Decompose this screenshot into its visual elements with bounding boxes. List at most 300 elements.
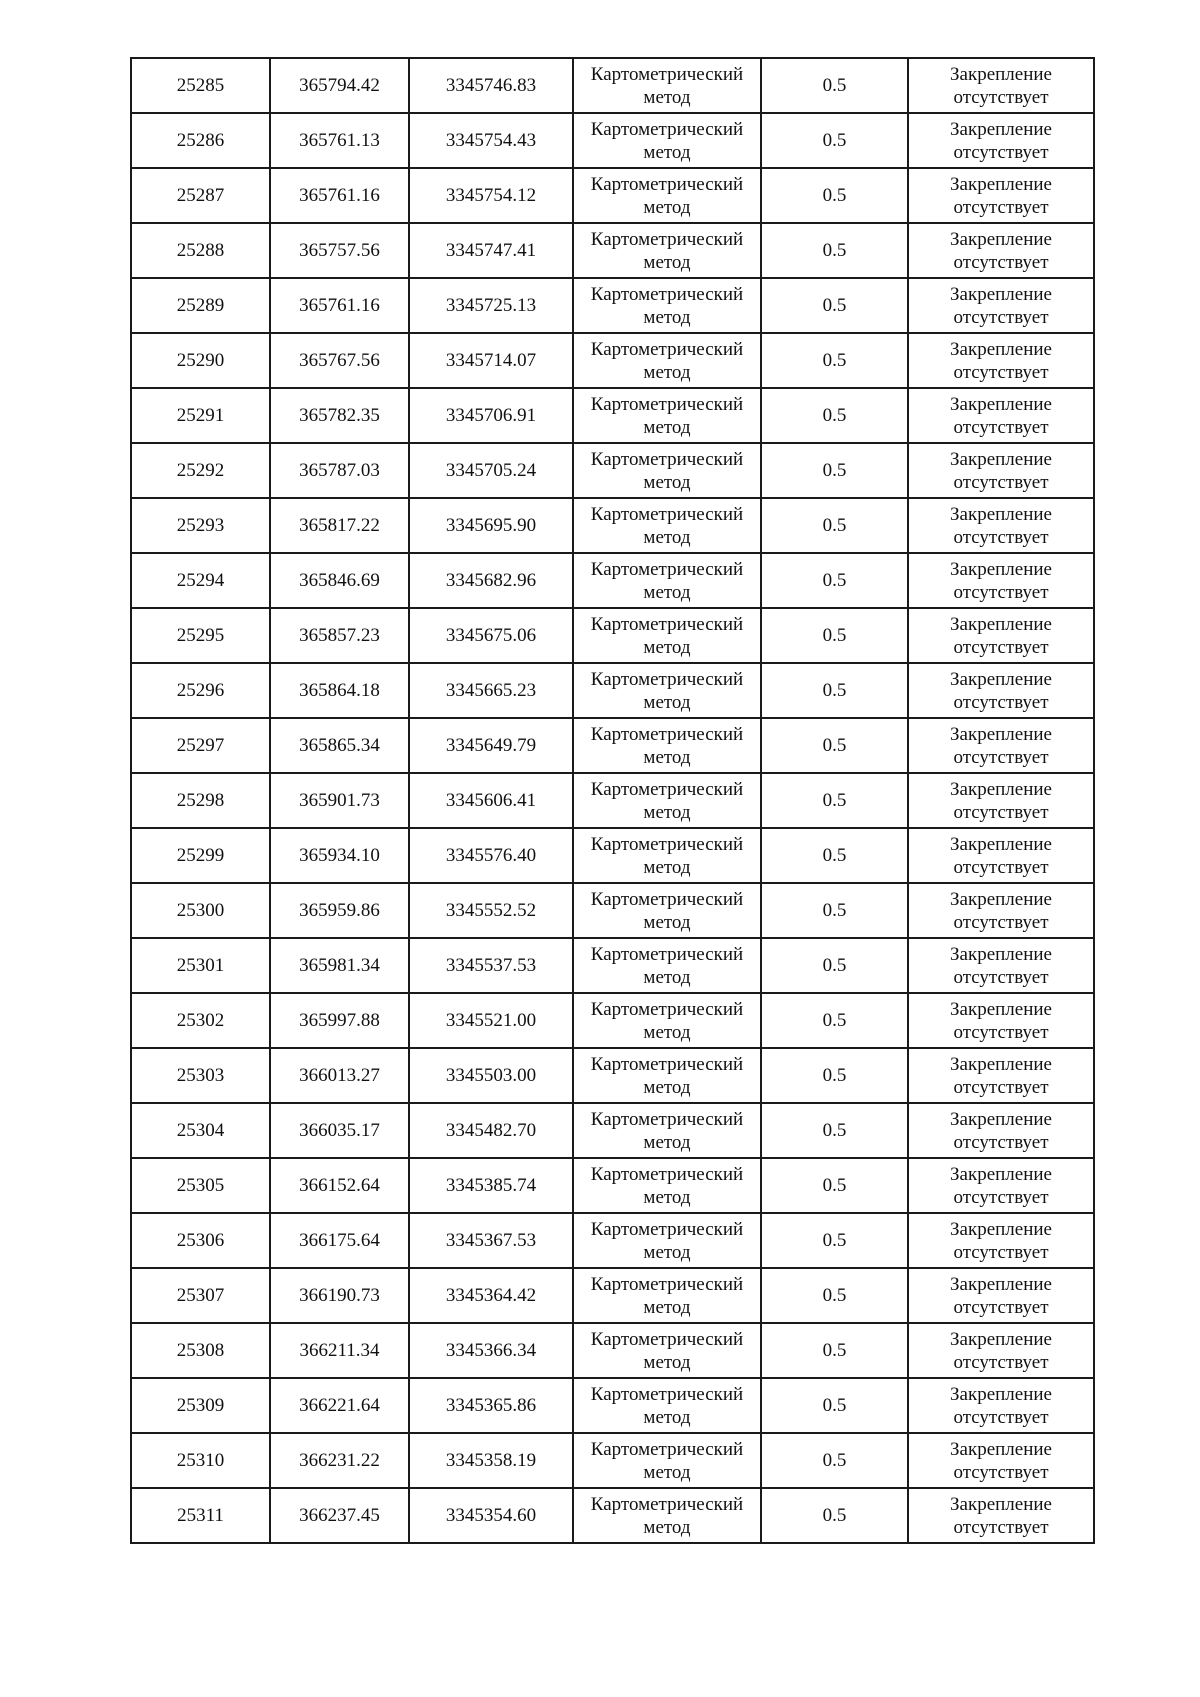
x-coordinate-cell: 365959.86 [270, 883, 409, 938]
x-coordinate-cell: 365846.69 [270, 553, 409, 608]
method-line-2: метод [643, 141, 691, 163]
accuracy-cell: 0.5 [761, 608, 908, 663]
table-row [131, 223, 1094, 278]
method-line-1: Картометрический [590, 723, 744, 745]
point-number-cell: 25289 [131, 278, 270, 333]
method-line-1: Картометрический [590, 393, 744, 415]
point-number-cell: 25298 [131, 773, 270, 828]
method-line-1: Картометрический [590, 778, 744, 800]
y-coordinate-cell: 3345606.41 [409, 773, 573, 828]
method-text [591, 228, 743, 274]
x-coordinate-cell: 365857.23 [270, 608, 409, 663]
fixation-line-2: отсутствует [953, 361, 1049, 383]
x-coordinate-cell: 366231.22 [270, 1433, 409, 1488]
x-coordinate-cell: 365787.03 [270, 443, 409, 498]
method-line-1: Картометрический [590, 1163, 744, 1185]
table-row [131, 1158, 1094, 1213]
method-line-1: Картометрический [590, 1438, 744, 1460]
method-cell [573, 168, 761, 223]
method-text [591, 1383, 743, 1429]
x-coordinate-cell: 365997.88 [270, 993, 409, 1048]
method-cell [573, 718, 761, 773]
x-coordinate-cell: 365761.16 [270, 168, 409, 223]
y-coordinate-cell: 3345706.91 [409, 388, 573, 443]
x-coordinate-cell: 366175.64 [270, 1213, 409, 1268]
fixation-cell [908, 663, 1094, 718]
fixation-cell [908, 1048, 1094, 1103]
fixation-cell [908, 1158, 1094, 1213]
fixation-line-1: Закрепление [950, 393, 1052, 415]
point-number-cell: 25310 [131, 1433, 270, 1488]
fixation-line-1: Закрепление [950, 1108, 1052, 1130]
method-line-2: метод [643, 1021, 691, 1043]
method-line-2: метод [643, 691, 691, 713]
table-row [131, 553, 1094, 608]
fixation-text [950, 1273, 1052, 1319]
method-line-2: метод [643, 196, 691, 218]
table-row [131, 333, 1094, 388]
x-coordinate-cell: 366211.34 [270, 1323, 409, 1378]
method-text [591, 1108, 743, 1154]
accuracy-cell: 0.5 [761, 1158, 908, 1213]
accuracy-cell: 0.5 [761, 168, 908, 223]
fixation-text [950, 668, 1052, 714]
accuracy-cell: 0.5 [761, 1378, 908, 1433]
coordinates-table [130, 57, 1095, 1544]
method-text [591, 173, 743, 219]
fixation-text [950, 888, 1052, 934]
method-line-1: Картометрический [590, 118, 744, 140]
fixation-line-2: отсутствует [953, 1351, 1049, 1373]
fixation-text [950, 1163, 1052, 1209]
y-coordinate-cell: 3345537.53 [409, 938, 573, 993]
y-coordinate-cell: 3345714.07 [409, 333, 573, 388]
method-line-1: Картометрический [590, 1273, 744, 1295]
fixation-line-2: отсутствует [953, 196, 1049, 218]
fixation-cell [908, 223, 1094, 278]
fixation-line-1: Закрепление [950, 338, 1052, 360]
method-line-1: Картометрический [590, 1328, 744, 1350]
fixation-text [950, 1053, 1052, 1099]
accuracy-cell: 0.5 [761, 333, 908, 388]
table-row [131, 1378, 1094, 1433]
table-row [131, 608, 1094, 663]
point-number-cell: 25291 [131, 388, 270, 443]
accuracy-cell: 0.5 [761, 278, 908, 333]
method-line-2: метод [643, 746, 691, 768]
accuracy-cell: 0.5 [761, 498, 908, 553]
method-line-2: метод [643, 856, 691, 878]
fixation-line-1: Закрепление [950, 1273, 1052, 1295]
method-line-1: Картометрический [590, 613, 744, 635]
table-row [131, 1268, 1094, 1323]
method-line-2: метод [643, 636, 691, 658]
method-line-1: Картометрический [590, 1053, 744, 1075]
fixation-cell [908, 1323, 1094, 1378]
point-number-cell: 25290 [131, 333, 270, 388]
fixation-line-1: Закрепление [950, 723, 1052, 745]
method-line-2: метод [643, 911, 691, 933]
fixation-text [950, 338, 1052, 384]
fixation-cell [908, 1268, 1094, 1323]
method-line-1: Картометрический [590, 888, 744, 910]
fixation-text [950, 63, 1052, 109]
x-coordinate-cell: 366190.73 [270, 1268, 409, 1323]
fixation-text [950, 503, 1052, 549]
method-cell [573, 1158, 761, 1213]
table-row [131, 828, 1094, 883]
accuracy-cell: 0.5 [761, 883, 908, 938]
fixation-cell [908, 883, 1094, 938]
table-row [131, 1048, 1094, 1103]
method-line-1: Картометрический [590, 448, 744, 470]
y-coordinate-cell: 3345649.79 [409, 718, 573, 773]
fixation-cell [908, 553, 1094, 608]
y-coordinate-cell: 3345503.00 [409, 1048, 573, 1103]
table-row [131, 938, 1094, 993]
method-line-2: метод [643, 1406, 691, 1428]
accuracy-cell: 0.5 [761, 1048, 908, 1103]
point-number-cell: 25304 [131, 1103, 270, 1158]
y-coordinate-cell: 3345521.00 [409, 993, 573, 1048]
method-line-2: метод [643, 966, 691, 988]
fixation-line-1: Закрепление [950, 448, 1052, 470]
fixation-text [950, 778, 1052, 824]
method-line-2: метод [643, 1241, 691, 1263]
point-number-cell: 25294 [131, 553, 270, 608]
fixation-text [950, 448, 1052, 494]
table-row [131, 498, 1094, 553]
point-number-cell: 25288 [131, 223, 270, 278]
table-row [131, 1213, 1094, 1268]
fixation-cell [908, 278, 1094, 333]
fixation-text [950, 833, 1052, 879]
fixation-line-1: Закрепление [950, 1383, 1052, 1405]
fixation-line-2: отсутствует [953, 1241, 1049, 1263]
table-row [131, 1323, 1094, 1378]
table-row [131, 1433, 1094, 1488]
fixation-text [950, 1108, 1052, 1154]
method-line-2: метод [643, 1076, 691, 1098]
fixation-line-2: отсутствует [953, 251, 1049, 273]
fixation-cell [908, 58, 1094, 113]
fixation-line-1: Закрепление [950, 778, 1052, 800]
method-text [591, 723, 743, 769]
method-line-1: Картометрический [590, 998, 744, 1020]
method-text [591, 1273, 743, 1319]
fixation-text [950, 558, 1052, 604]
fixation-line-2: отсутствует [953, 746, 1049, 768]
method-text [591, 338, 743, 384]
method-text [591, 393, 743, 439]
method-line-2: метод [643, 86, 691, 108]
fixation-cell [908, 333, 1094, 388]
accuracy-cell: 0.5 [761, 1103, 908, 1158]
fixation-cell [908, 1213, 1094, 1268]
method-line-2: метод [643, 526, 691, 548]
fixation-line-1: Закрепление [950, 668, 1052, 690]
fixation-text [950, 1438, 1052, 1484]
fixation-text [950, 1328, 1052, 1374]
accuracy-cell: 0.5 [761, 663, 908, 718]
fixation-cell [908, 828, 1094, 883]
point-number-cell: 25293 [131, 498, 270, 553]
fixation-line-2: отсутствует [953, 1021, 1049, 1043]
y-coordinate-cell: 3345725.13 [409, 278, 573, 333]
method-text [591, 118, 743, 164]
method-line-1: Картометрический [590, 668, 744, 690]
x-coordinate-cell: 366221.64 [270, 1378, 409, 1433]
fixation-cell [908, 168, 1094, 223]
fixation-line-2: отсутствует [953, 1131, 1049, 1153]
method-cell [573, 1268, 761, 1323]
fixation-line-1: Закрепление [950, 1218, 1052, 1240]
method-cell [573, 663, 761, 718]
method-cell [573, 883, 761, 938]
method-cell [573, 223, 761, 278]
point-number-cell: 25309 [131, 1378, 270, 1433]
accuracy-cell: 0.5 [761, 388, 908, 443]
point-number-cell: 25303 [131, 1048, 270, 1103]
point-number-cell: 25296 [131, 663, 270, 718]
point-number-cell: 25300 [131, 883, 270, 938]
point-number-cell: 25311 [131, 1488, 270, 1543]
x-coordinate-cell: 366035.17 [270, 1103, 409, 1158]
fixation-line-1: Закрепление [950, 173, 1052, 195]
fixation-cell [908, 1103, 1094, 1158]
accuracy-cell: 0.5 [761, 828, 908, 883]
method-cell [573, 1323, 761, 1378]
fixation-line-2: отсутствует [953, 1461, 1049, 1483]
x-coordinate-cell: 365864.18 [270, 663, 409, 718]
y-coordinate-cell: 3345747.41 [409, 223, 573, 278]
point-number-cell: 25285 [131, 58, 270, 113]
method-text [591, 1053, 743, 1099]
fixation-text [950, 998, 1052, 1044]
fixation-line-1: Закрепление [950, 1493, 1052, 1515]
point-number-cell: 25307 [131, 1268, 270, 1323]
fixation-line-2: отсутствует [953, 636, 1049, 658]
fixation-text [950, 1383, 1052, 1429]
method-line-2: метод [643, 1351, 691, 1373]
y-coordinate-cell: 3345385.74 [409, 1158, 573, 1213]
accuracy-cell: 0.5 [761, 1433, 908, 1488]
method-text [591, 1163, 743, 1209]
fixation-line-2: отсутствует [953, 86, 1049, 108]
x-coordinate-cell: 365782.35 [270, 388, 409, 443]
method-text [591, 1493, 743, 1539]
fixation-cell [908, 388, 1094, 443]
method-line-2: метод [643, 306, 691, 328]
y-coordinate-cell: 3345705.24 [409, 443, 573, 498]
y-coordinate-cell: 3345364.42 [409, 1268, 573, 1323]
method-text [591, 833, 743, 879]
point-number-cell: 25287 [131, 168, 270, 223]
fixation-line-1: Закрепление [950, 888, 1052, 910]
method-line-1: Картометрический [590, 1383, 744, 1405]
point-number-cell: 25299 [131, 828, 270, 883]
method-cell [573, 1378, 761, 1433]
method-line-1: Картометрический [590, 228, 744, 250]
method-cell [573, 333, 761, 388]
y-coordinate-cell: 3345365.86 [409, 1378, 573, 1433]
y-coordinate-cell: 3345754.12 [409, 168, 573, 223]
method-cell [573, 58, 761, 113]
fixation-line-1: Закрепление [950, 1328, 1052, 1350]
fixation-line-2: отсутствует [953, 471, 1049, 493]
y-coordinate-cell: 3345552.52 [409, 883, 573, 938]
method-cell [573, 828, 761, 883]
y-coordinate-cell: 3345682.96 [409, 553, 573, 608]
method-line-1: Картометрический [590, 558, 744, 580]
fixation-line-2: отсутствует [953, 141, 1049, 163]
fixation-line-1: Закрепление [950, 228, 1052, 250]
method-text [591, 283, 743, 329]
fixation-text [950, 1218, 1052, 1264]
method-line-1: Картометрический [590, 338, 744, 360]
fixation-cell [908, 773, 1094, 828]
method-cell [573, 1488, 761, 1543]
fixation-line-1: Закрепление [950, 943, 1052, 965]
x-coordinate-cell: 365817.22 [270, 498, 409, 553]
point-number-cell: 25297 [131, 718, 270, 773]
method-text [591, 943, 743, 989]
method-cell [573, 1103, 761, 1158]
method-text [591, 888, 743, 934]
method-text [591, 613, 743, 659]
fixation-text [950, 393, 1052, 439]
method-text [591, 63, 743, 109]
y-coordinate-cell: 3345746.83 [409, 58, 573, 113]
method-line-1: Картометрический [590, 943, 744, 965]
x-coordinate-cell: 365757.56 [270, 223, 409, 278]
fixation-line-1: Закрепление [950, 1053, 1052, 1075]
table-row [131, 883, 1094, 938]
accuracy-cell: 0.5 [761, 718, 908, 773]
x-coordinate-cell: 365761.13 [270, 113, 409, 168]
point-number-cell: 25305 [131, 1158, 270, 1213]
method-line-1: Картометрический [590, 1218, 744, 1240]
accuracy-cell: 0.5 [761, 223, 908, 278]
fixation-text [950, 228, 1052, 274]
method-line-2: метод [643, 361, 691, 383]
table-row [131, 58, 1094, 113]
fixation-cell [908, 498, 1094, 553]
x-coordinate-cell: 365981.34 [270, 938, 409, 993]
table-row [131, 1488, 1094, 1543]
y-coordinate-cell: 3345754.43 [409, 113, 573, 168]
y-coordinate-cell: 3345482.70 [409, 1103, 573, 1158]
accuracy-cell: 0.5 [761, 113, 908, 168]
x-coordinate-cell: 365901.73 [270, 773, 409, 828]
fixation-line-2: отсутствует [953, 1296, 1049, 1318]
accuracy-cell: 0.5 [761, 1488, 908, 1543]
accuracy-cell: 0.5 [761, 58, 908, 113]
table-row [131, 113, 1094, 168]
point-number-cell: 25308 [131, 1323, 270, 1378]
fixation-line-1: Закрепление [950, 613, 1052, 635]
fixation-line-2: отсутствует [953, 801, 1049, 823]
method-line-2: метод [643, 1516, 691, 1538]
x-coordinate-cell: 366237.45 [270, 1488, 409, 1543]
fixation-text [950, 723, 1052, 769]
method-text [591, 778, 743, 824]
y-coordinate-cell: 3345665.23 [409, 663, 573, 718]
fixation-line-1: Закрепление [950, 118, 1052, 140]
accuracy-cell: 0.5 [761, 1268, 908, 1323]
fixation-cell [908, 608, 1094, 663]
method-cell [573, 498, 761, 553]
method-cell [573, 773, 761, 828]
fixation-text [950, 1493, 1052, 1539]
fixation-cell [908, 113, 1094, 168]
fixation-line-1: Закрепление [950, 503, 1052, 525]
fixation-text [950, 283, 1052, 329]
point-number-cell: 25301 [131, 938, 270, 993]
fixation-line-1: Закрепление [950, 1163, 1052, 1185]
method-cell [573, 388, 761, 443]
fixation-text [950, 613, 1052, 659]
fixation-line-2: отсутствует [953, 416, 1049, 438]
fixation-line-1: Закрепление [950, 1438, 1052, 1460]
method-line-1: Картометрический [590, 1108, 744, 1130]
method-line-1: Картометрический [590, 63, 744, 85]
fixation-line-1: Закрепление [950, 63, 1052, 85]
method-line-2: метод [643, 581, 691, 603]
method-cell [573, 278, 761, 333]
fixation-cell [908, 718, 1094, 773]
method-line-1: Картометрический [590, 283, 744, 305]
accuracy-cell: 0.5 [761, 993, 908, 1048]
table-row [131, 168, 1094, 223]
method-line-2: метод [643, 1461, 691, 1483]
table-row [131, 443, 1094, 498]
point-number-cell: 25292 [131, 443, 270, 498]
fixation-cell [908, 993, 1094, 1048]
fixation-line-1: Закрепление [950, 998, 1052, 1020]
fixation-line-1: Закрепление [950, 558, 1052, 580]
fixation-line-2: отсутствует [953, 691, 1049, 713]
method-cell [573, 113, 761, 168]
x-coordinate-cell: 365761.16 [270, 278, 409, 333]
y-coordinate-cell: 3345675.06 [409, 608, 573, 663]
fixation-cell [908, 443, 1094, 498]
method-text [591, 1218, 743, 1264]
table-row [131, 278, 1094, 333]
method-line-1: Картометрический [590, 833, 744, 855]
point-number-cell: 25286 [131, 113, 270, 168]
y-coordinate-cell: 3345367.53 [409, 1213, 573, 1268]
method-cell [573, 553, 761, 608]
fixation-line-2: отсутствует [953, 966, 1049, 988]
table-row [131, 388, 1094, 443]
method-line-1: Картометрический [590, 173, 744, 195]
point-number-cell: 25306 [131, 1213, 270, 1268]
x-coordinate-cell: 366152.64 [270, 1158, 409, 1213]
method-text [591, 1438, 743, 1484]
fixation-line-2: отсутствует [953, 1406, 1049, 1428]
method-line-2: метод [643, 416, 691, 438]
x-coordinate-cell: 365934.10 [270, 828, 409, 883]
fixation-cell [908, 1433, 1094, 1488]
y-coordinate-cell: 3345695.90 [409, 498, 573, 553]
accuracy-cell: 0.5 [761, 773, 908, 828]
y-coordinate-cell: 3345576.40 [409, 828, 573, 883]
method-cell [573, 993, 761, 1048]
fixation-line-2: отсутствует [953, 1076, 1049, 1098]
method-line-2: метод [643, 471, 691, 493]
table-row [131, 718, 1094, 773]
